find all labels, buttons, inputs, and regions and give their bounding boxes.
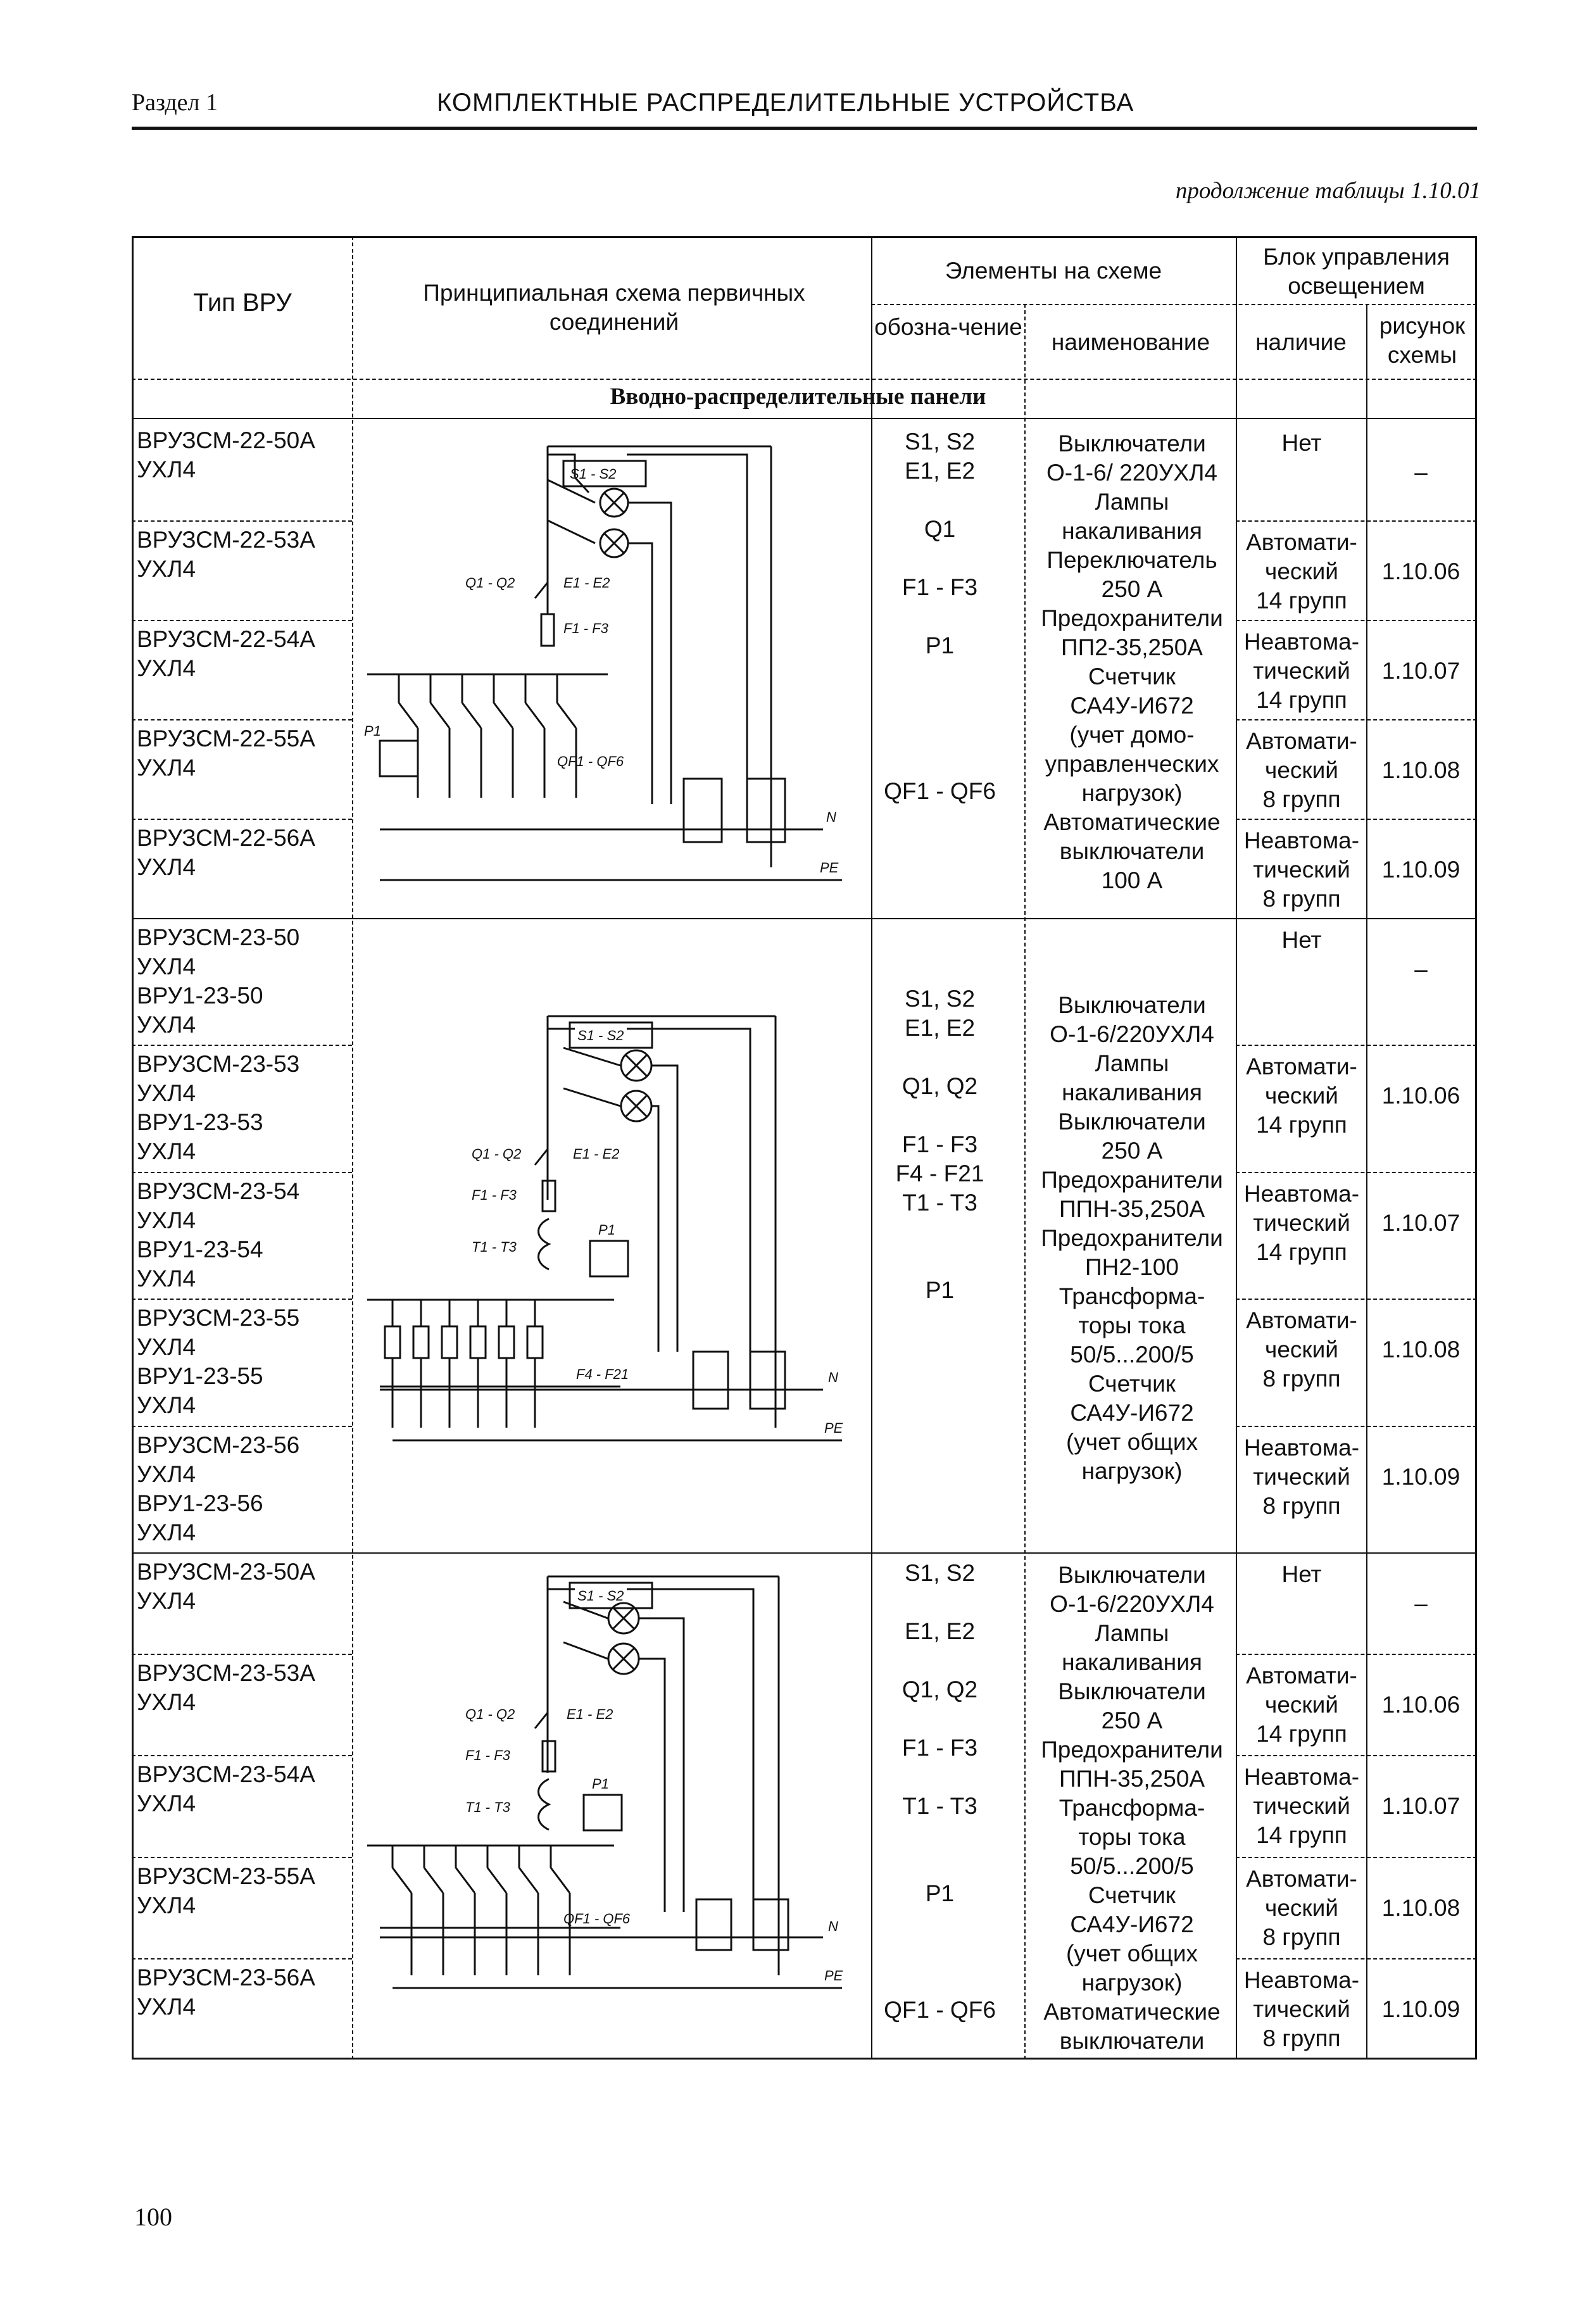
header-elements: Элементы на схеме <box>945 258 1162 284</box>
row-divider <box>132 1755 352 1756</box>
row-divider <box>1236 1045 1477 1046</box>
lighting-presence: Неавтома- тический 8 групп <box>1243 1966 1360 2051</box>
lighting-presence: Неавтома- тический 14 групп <box>1243 1764 1360 1849</box>
col-divider-scheme <box>871 236 872 2060</box>
lighting-presence: Нет <box>1281 1561 1322 1587</box>
ct-coil <box>539 1779 550 1830</box>
lighting-presence: Автомати- ческий 14 групп <box>1246 1663 1357 1747</box>
main-switch <box>535 563 548 614</box>
page-title: КОМПЛЕКТНЫЕ РАСПРЕДЕЛИТЕЛЬНЫЕ УСТРОЙСТВА <box>437 89 1134 116</box>
header-presence: наличие <box>1255 329 1347 355</box>
row-divider <box>1236 819 1477 820</box>
lighting-figure: 1.10.09 <box>1381 1996 1461 2022</box>
lighting-figure: 1.10.09 <box>1381 1463 1461 1490</box>
label-breakers: QF1 - QF6 <box>563 1911 631 1927</box>
lighting-figure: 1.10.08 <box>1381 1337 1461 1363</box>
group-separator <box>132 1552 1477 1554</box>
vru-type: ВРУЗСМ-23-55А УХЛ4 <box>137 1863 315 1918</box>
row-divider <box>132 1045 352 1046</box>
lighting-presence: Неавтома- тический 14 групп <box>1243 1180 1360 1265</box>
header-subrule <box>871 304 1477 305</box>
label-ct: T1 - T3 <box>472 1239 517 1255</box>
feeder-line <box>548 446 771 867</box>
label-ct: T1 - T3 <box>465 1799 510 1815</box>
label-breakers: QF1 - QF6 <box>557 753 624 769</box>
header-lighting: Блок управления освещением <box>1263 244 1450 299</box>
vru-type: ВРУЗСМ-22-56А УХЛ4 <box>137 825 315 880</box>
fuse-row <box>393 1300 535 1326</box>
row-divider <box>132 719 352 720</box>
wiring-diagram-group-1 <box>355 424 867 918</box>
label-pe: PE <box>824 1968 843 1984</box>
label-fuse-row: F4 - F21 <box>576 1366 629 1382</box>
vru-type: ВРУЗСМ-22-53А УХЛ4 <box>137 527 315 582</box>
row-divider <box>132 1426 352 1427</box>
ct-coil <box>539 1219 550 1269</box>
breaker-row <box>393 1846 570 1893</box>
element-names: Выключатели О-1-6/220УХЛ4 Лампы накаливания Выключатели 250 А Предохранители ППН-35,250А Предохранители ПН2-100 Трансформа- торы тока 50/5...200/5 Счетчик СА4У-И672 (учет общих нагрузок) <box>1041 992 1223 1484</box>
section-title: Вводно-распределительные панели <box>610 384 986 410</box>
label-switches: S1 - S2 <box>570 466 617 482</box>
lighting-presence: Автомати- ческий 14 групп <box>1246 529 1357 613</box>
lighting-presence: Нет <box>1281 927 1322 953</box>
control-block <box>696 1899 731 1950</box>
label-main-switch: Q1 - Q2 <box>465 1706 515 1722</box>
row-divider <box>132 1654 352 1655</box>
fuse-symbol <box>541 614 554 646</box>
lighting-figure: 1.10.06 <box>1381 1692 1461 1718</box>
lighting-presence: Нет <box>1281 430 1322 456</box>
row-divider <box>1236 1426 1477 1427</box>
main-switch <box>535 1130 548 1181</box>
lighting-figure: – <box>1414 956 1428 982</box>
row-divider <box>1236 1299 1477 1300</box>
label-fuses: F1 - F3 <box>472 1187 517 1203</box>
lighting-figure: 1.10.06 <box>1381 1083 1461 1109</box>
row-divider <box>1236 1172 1477 1173</box>
vru-type: ВРУЗСМ-22-55А УХЛ4 <box>137 726 315 781</box>
lighting-presence: Неавтома- тический 8 групп <box>1243 1434 1360 1519</box>
label-lamps: E1 - E2 <box>573 1146 620 1162</box>
row-divider <box>1236 719 1477 720</box>
vru-type: ВРУЗСМ-22-50А УХЛ4 <box>137 427 315 482</box>
control-block <box>684 779 722 842</box>
lighting-figure: 1.10.07 <box>1381 1793 1461 1820</box>
label-main-switch: Q1 - Q2 <box>465 575 515 591</box>
vru-type: ВРУЗСМ-23-54А УХЛ4 <box>137 1761 315 1817</box>
label-pe: PE <box>824 1420 843 1436</box>
element-codes: S1, S2 E1, E2 Q1 F1 - F3 P1 QF1 - QF6 <box>884 429 996 804</box>
lighting-figure: 1.10.09 <box>1381 857 1461 883</box>
lighting-presence: Неавтома- тический 8 групп <box>1243 827 1360 912</box>
label-lamps: E1 - E2 <box>567 1706 613 1722</box>
breaker-row <box>399 674 576 728</box>
vru-type: ВРУЗСМ-23-54 УХЛ4 ВРУ1-23-54 УХЛ4 <box>137 1178 300 1292</box>
label-meter: P1 <box>364 723 381 739</box>
element-names: Выключатели О-1-6/220УХЛ4 Лампы накаливания Выключатели 250 А Предохранители ППН-35,250А Трансформа- торы тока 50/5...200/5 Счетчик СА4У-И672 (учет общих нагрузок) Автоматические выключатели <box>1041 1562 1223 2054</box>
header-rule <box>132 127 1477 130</box>
row-divider <box>132 1299 352 1300</box>
row-divider <box>1236 1755 1477 1756</box>
lighting-presence: Автомати- ческий 8 групп <box>1246 1307 1357 1392</box>
fuse-symbol <box>543 1181 555 1211</box>
row-divider <box>132 1958 352 1959</box>
header-code: обозна-чение <box>874 314 1022 340</box>
outgoing-feeders <box>380 1893 620 1975</box>
lighting-figure: 1.10.07 <box>1381 1209 1461 1236</box>
lighting-presence: Автомати- ческий 8 групп <box>1246 1865 1357 1950</box>
row-divider <box>1236 1958 1477 1959</box>
element-codes: S1, S2 E1, E2 Q1, Q2 F1 - F3 F4 - F21 T1 - T3 P1 <box>895 986 984 1303</box>
row-divider <box>132 1857 352 1858</box>
lighting-figure: – <box>1414 1590 1428 1616</box>
header-bottom-rule <box>132 379 1477 380</box>
label-neutral: N <box>826 809 836 825</box>
element-names: Выключатели О-1-6/ 220УХЛ4 Лампы накаливания Переключатель 250 А Предохранители ПП2-35,250А Счетчик СА4У-И672 (учет домо- управленческих нагрузок) Автоматические выключатели 100 А <box>1041 431 1223 893</box>
label-neutral: N <box>828 1369 838 1385</box>
control-block <box>693 1352 728 1409</box>
vru-type: ВРУЗСМ-23-56А УХЛ4 <box>137 1964 315 2020</box>
lamp-wiring <box>563 1048 677 1352</box>
vru-type: ВРУЗСМ-23-50 УХЛ4 ВРУ1-23-50 УХЛ4 <box>137 924 300 1038</box>
wiring-diagram-group-2 <box>355 921 867 1548</box>
header-figure: рисунок схемы <box>1379 313 1466 368</box>
meter-symbol <box>584 1795 622 1830</box>
lighting-figure: 1.10.06 <box>1381 558 1461 584</box>
vru-type: ВРУЗСМ-22-54А УХЛ4 <box>137 626 315 681</box>
lighting-figure: 1.10.08 <box>1381 757 1461 783</box>
row-divider <box>132 1172 352 1173</box>
lighting-figure: 1.10.07 <box>1381 658 1461 684</box>
vru-type: ВРУЗСМ-23-56 УХЛ4 ВРУ1-23-56 УХЛ4 <box>137 1431 300 1545</box>
col-divider-type <box>352 236 353 2060</box>
header-type: Тип ВРУ <box>193 289 292 317</box>
label-meter: P1 <box>598 1222 615 1238</box>
lamp-wiring <box>563 1602 684 1912</box>
page-number: 100 <box>134 2203 172 2231</box>
control-block <box>747 779 785 842</box>
lighting-presence: Автомати- ческий 8 групп <box>1246 728 1357 812</box>
col-divider-code <box>1024 304 1026 2060</box>
label-fuses: F1 - F3 <box>465 1747 510 1763</box>
row-divider <box>132 620 352 621</box>
lighting-presence: Неавтома- тический 14 групп <box>1243 629 1360 713</box>
label-pe: PE <box>820 860 839 876</box>
section-label: Раздел 1 <box>132 89 218 116</box>
group-separator <box>132 918 1477 919</box>
label-switches: S1 - S2 <box>577 1588 624 1604</box>
outgoing-feeders <box>418 728 576 798</box>
label-lamps: E1 - E2 <box>563 575 610 591</box>
lighting-figure: 1.10.08 <box>1381 1894 1461 1921</box>
meter-symbol <box>380 741 418 776</box>
control-block <box>753 1899 788 1950</box>
row-divider <box>1236 620 1477 621</box>
row-divider <box>1236 520 1477 522</box>
vru-type: ВРУЗСМ-23-53 УХЛ4 ВРУ1-23-53 УХЛ4 <box>137 1051 300 1165</box>
label-main-switch: Q1 - Q2 <box>472 1146 522 1162</box>
label-meter: P1 <box>592 1776 609 1792</box>
label-neutral: N <box>828 1918 838 1934</box>
row-divider <box>1236 1654 1477 1655</box>
main-switch <box>535 1697 548 1741</box>
element-codes: S1, S2 E1, E2 Q1, Q2 F1 - F3 T1 - T3 P1 QF1 - QF6 <box>884 1560 996 2023</box>
vru-type: ВРУЗСМ-23-53А УХЛ4 <box>137 1660 315 1716</box>
vru-type: ВРУЗСМ-23-50А УХЛ4 <box>137 1559 315 1614</box>
row-divider <box>132 819 352 820</box>
fuse-symbol <box>543 1741 555 1771</box>
header-name: наименование <box>1051 329 1210 355</box>
wiring-diagram-group-3 <box>355 1557 867 2058</box>
vru-type: ВРУЗСМ-23-55 УХЛ4 ВРУ1-23-55 УХЛ4 <box>137 1305 300 1419</box>
lighting-presence: Автомати- ческий 14 групп <box>1246 1054 1357 1138</box>
control-block <box>750 1352 785 1409</box>
section-title-rule <box>132 418 1477 419</box>
table-continuation-note: продолжение таблицы 1.10.01 <box>1175 178 1481 204</box>
lighting-figure: – <box>1414 459 1428 485</box>
meter-symbol <box>590 1241 628 1276</box>
header-scheme: Принципиальная схема первичных соединений <box>423 280 805 335</box>
row-divider <box>132 520 352 522</box>
label-switches: S1 - S2 <box>577 1028 624 1043</box>
row-divider <box>1236 1857 1477 1858</box>
label-fuses: F1 - F3 <box>563 620 608 636</box>
